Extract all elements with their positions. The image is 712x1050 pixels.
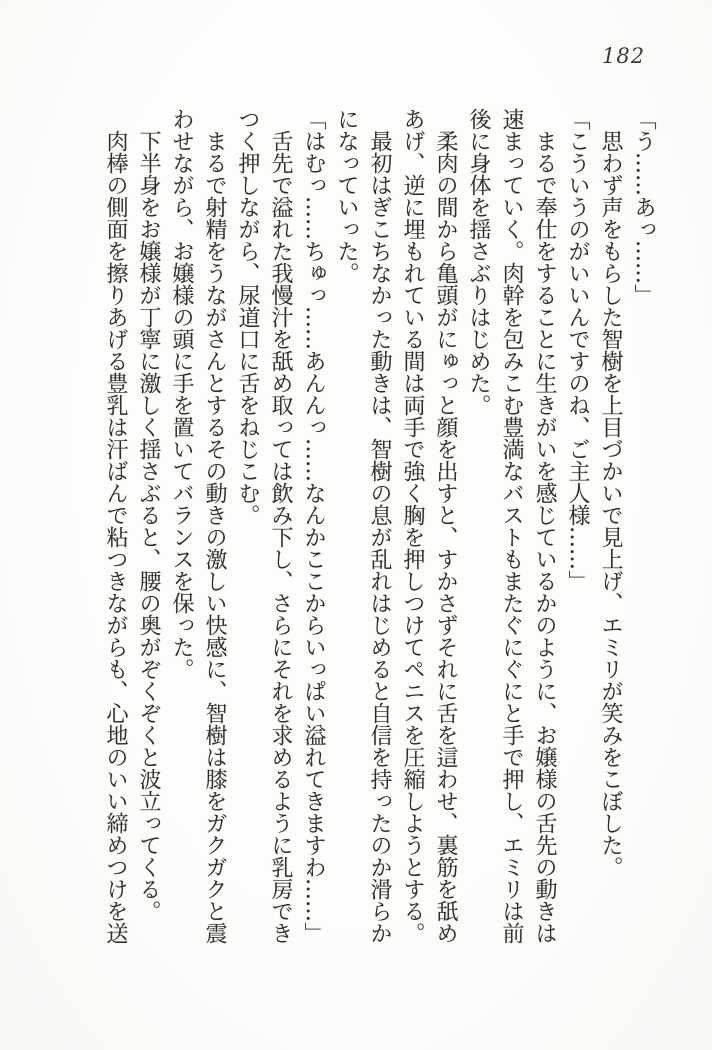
paragraph: 思わず声をもらした智樹を上目づかいで見上げ、エミリが笑みをこぼした。 <box>598 130 623 878</box>
page-number: 182 <box>602 44 646 68</box>
paragraph: 下半身をお嬢様が丁寧に激しく揺さぶると、腰の奥がぞくぞくと波立ってくる。 <box>136 130 161 922</box>
paragraph: まるで射精をうながさんとするその動きの激しい快感に、智樹は膝をガクガクと震わせながら、お嬢様の頭に手を置いてバランスを保った。 <box>169 108 227 944</box>
paragraph-dialogue: 「はむっ……ちゅっ……あんんっ……なんかここからいっぱい溢れてきますわ……」 <box>301 108 326 944</box>
paragraph: 肉棒の側面を擦りあげる豊乳は汗ばんで粘つきながらも、心地のいい締めつけを送 <box>103 130 128 944</box>
paragraph: まるで奉仕をすることに生きがいを感じているかのように、お嬢様の舌先の動きは速まっていく。肉幹を包みこむ豊満なバストもまたぐにぐにと手で押し、エミリは前後に身体を揺さぶりはじめた。 <box>466 108 557 944</box>
paragraph-dialogue: 「う……あっ……」 <box>631 108 656 306</box>
paragraph-dialogue: 「こういうのがいいんですのね、ご主人様……」 <box>565 108 590 592</box>
paragraph: 舌先で溢れた我慢汁を舐め取っては飲み下し、さらにそれを求めるように乳房できつく押しながら、尿道口に舌をねじこむ。 <box>235 108 293 944</box>
paragraph: 最初はぎこちなかった動きは、智樹の息が乱れはじめると自信を持ったのか滑らかになっていった。 <box>334 108 392 944</box>
paragraph: 柔肉の間から亀頭がにゅっと顔を出すと、すかさずそれに舌を這わせ、裏筋を舐めあげ、逆に埋もれている間は両手で強く胸を押しつけてペニスを圧縮しようとする。 <box>400 108 458 944</box>
page-text <box>99 108 660 950</box>
